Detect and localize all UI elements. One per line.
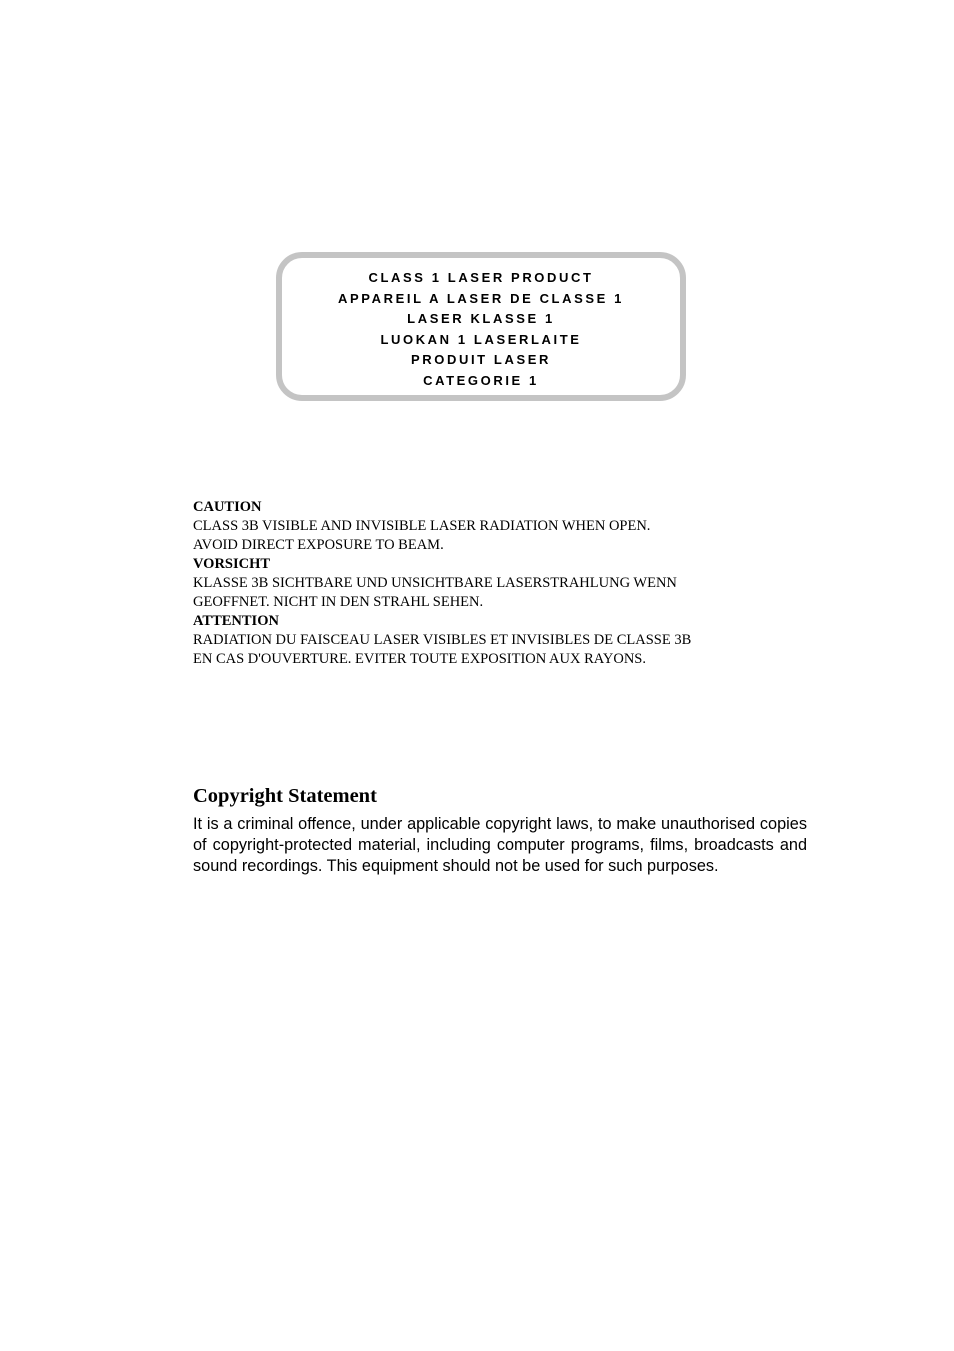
laser-label-line-english: CLASS 1 LASER PRODUCT bbox=[368, 270, 594, 285]
warning-heading-attention: ATTENTION bbox=[193, 613, 279, 629]
laser-product-label bbox=[276, 252, 686, 401]
warning-text-line: KLASSE 3B SICHTBARE UND UNSICHTBARE LASERSTRAHLUNG WENN bbox=[193, 575, 677, 591]
warning-text-line: CLASS 3B VISIBLE AND INVISIBLE LASER RADIATION WHEN OPEN. bbox=[193, 518, 651, 534]
laser-label-line-german: LASER KLASSE 1 bbox=[407, 311, 555, 327]
laser-label-line-french: APPAREIL A LASER DE CLASSE 1 bbox=[338, 290, 624, 306]
copyright-paragraph: It is a criminal offence, under applicable copyright laws, to make unauthorised copies of copyright-protected material, including computer programs, films, broadcasts and sound recordings. This equipment should not be used for such purposes. bbox=[193, 815, 807, 875]
laser-warnings bbox=[193, 498, 813, 669]
warning-text-line: RADIATION DU FAISCEAU LASER VISIBLES ET INVISIBLES DE CLASSE 3B bbox=[193, 632, 692, 648]
laser-label-line-finnish: LUOKAN 1 LASERLAITE bbox=[380, 331, 582, 347]
warning-heading-vorsicht: VORSICHT bbox=[193, 556, 271, 572]
copyright-heading: Copyright Statement bbox=[193, 785, 377, 807]
laser-label-lines bbox=[282, 268, 680, 392]
warning-text-line: GEOFFNET. NICHT IN DEN STRAHL SEHEN. bbox=[193, 594, 484, 610]
laser-label-line-french-2: PRODUIT LASER bbox=[411, 352, 551, 368]
laser-label-line-category: CATEGORIE 1 bbox=[423, 372, 539, 388]
warning-heading-caution: CAUTION bbox=[193, 499, 262, 515]
warning-text-line: AVOID DIRECT EXPOSURE TO BEAM. bbox=[193, 537, 444, 553]
warning-text-line: EN CAS D'OUVERTURE. EVITER TOUTE EXPOSITION AUX RAYONS. bbox=[193, 651, 646, 667]
